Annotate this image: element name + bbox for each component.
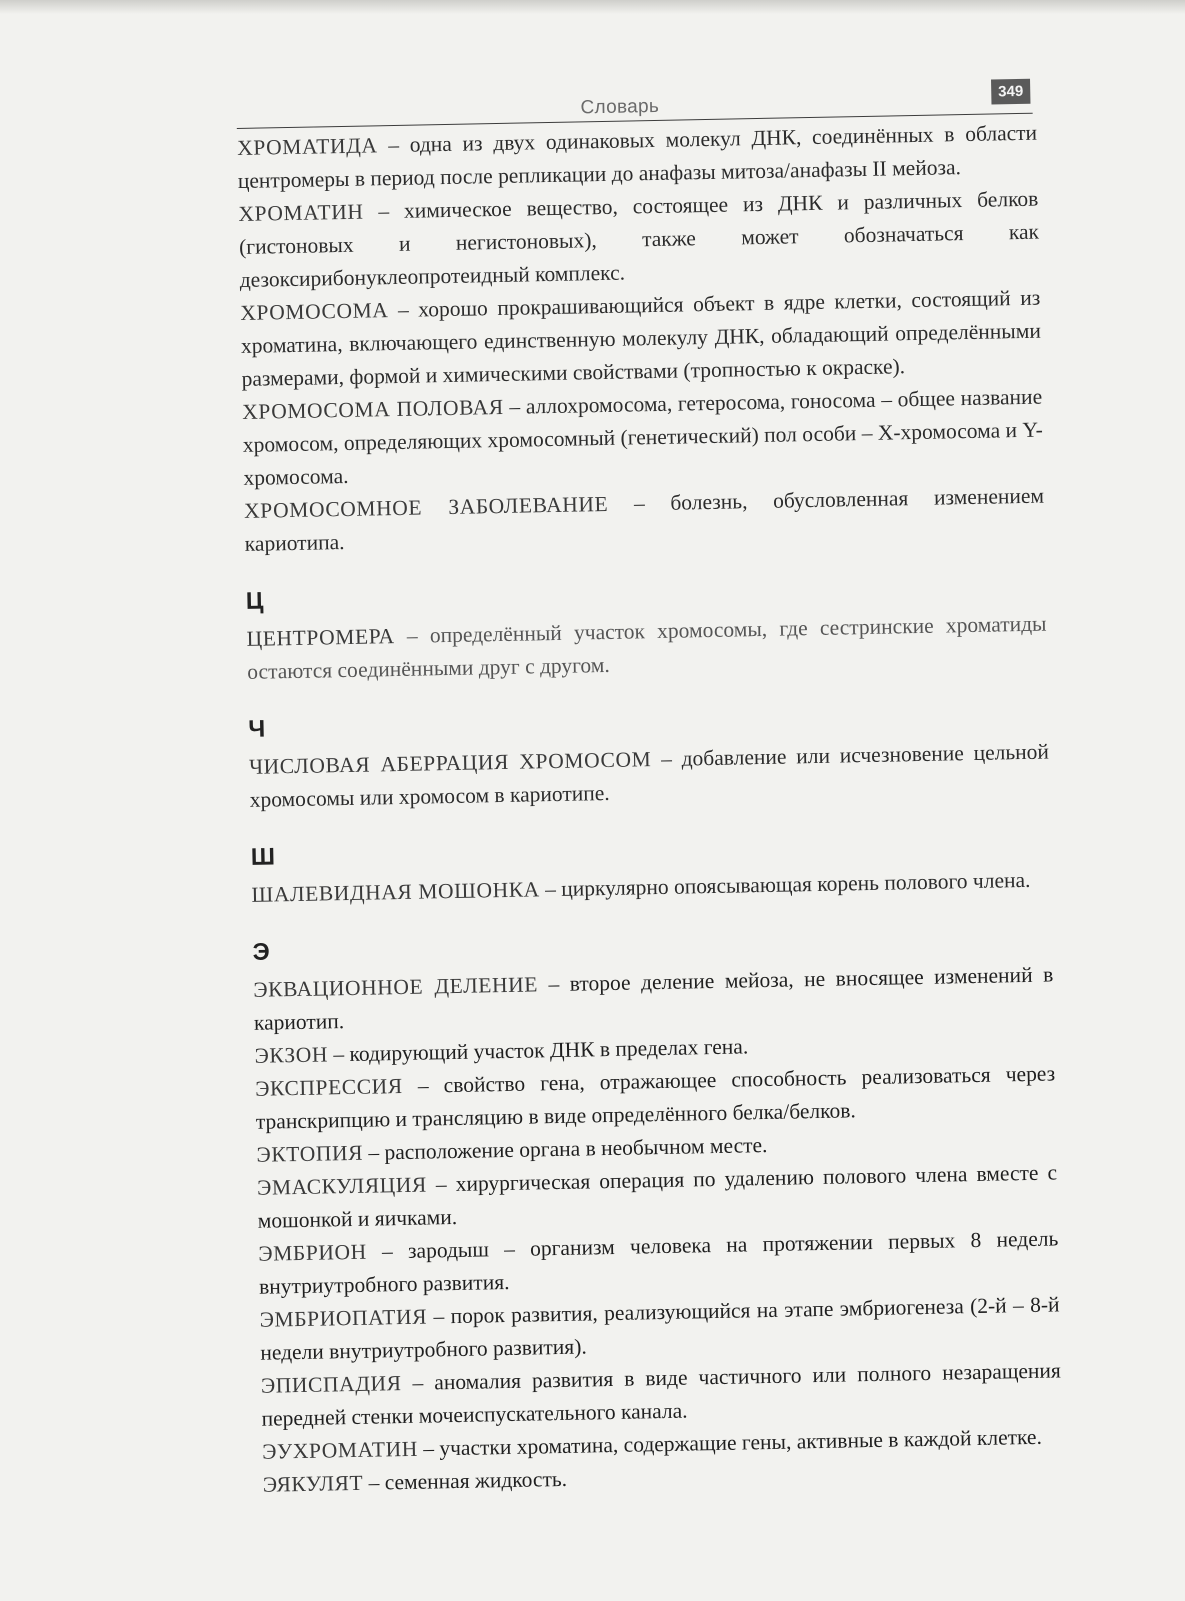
entry-definition: – свойство гена, отражающее способность реализоваться через транскрипцию и трансляцию в виде определённого белка/белков. [255, 1061, 1056, 1134]
entry-term: ЭКТОПИЯ [256, 1140, 364, 1167]
entry-definition: – добавление или исчезновение цельной хромосомы или хромосом в кариотипе. [249, 739, 1050, 812]
entry-definition: – аномалия развития в виде частичного или полного незаращения передней стенки мочеиспускательного канала. [261, 1358, 1062, 1431]
entry-term: ХРОМОСОМА ПОЛОВАЯ [242, 394, 504, 424]
entry-definition: – расположение органа в необычном месте. [362, 1132, 768, 1165]
glossary-entry [240, 282, 1042, 396]
glossary-entry [246, 608, 1047, 689]
entry-definition: – семенная жидкость. [362, 1466, 568, 1495]
entry-term: ЭЯКУЛЯТ [262, 1470, 364, 1497]
entry-term: ЭМАСКУЛЯЦИЯ [256, 1172, 428, 1200]
entry-term: ЭМБРИОПАТИЯ [259, 1304, 428, 1332]
section-sh [251, 828, 1052, 912]
entry-term: ХРОМОСОМНОЕ ЗАБОЛЕВАНИЕ [243, 491, 609, 523]
running-title: Словарь [580, 95, 660, 119]
entry-term: ХРОМАТИН [238, 199, 364, 226]
entry-term: ЭУХРОМАТИН [261, 1436, 419, 1464]
section-e [252, 922, 1063, 1501]
entry-term: ЭПИСПАДИЯ [260, 1371, 402, 1398]
glossary-entry [251, 863, 1051, 911]
entry-definition: – хирургическая операция по удалению полового члена вместе с мошонкой и яичками. [257, 1160, 1058, 1233]
entry-term: ЭКСПРЕССИЯ [255, 1073, 403, 1101]
entry-definition: – участки хроматина, содержащие гены, активные в каждой клетке. [417, 1424, 1043, 1461]
entry-definition: – химическое вещество, состоящее из ДНК и различных белков (гистоновых и негистоновых), также может обозначаться как дезоксирибонуклеопротеидный комплекс. [238, 186, 1040, 292]
entry-term: ЭКВАЦИОННОЕ ДЕЛЕНИЕ [253, 972, 539, 1002]
entry-definition: – зародыш – организм человека на протяжении первых 8 недель внутриутробного развития. [258, 1226, 1059, 1299]
glossary-content [237, 115, 1063, 1502]
entry-definition: – болезнь, обусловленная изменением кариотипа. [244, 483, 1045, 556]
section-letter: Ц [245, 587, 264, 615]
entry-definition: – порок развития, реализующийся на этапе эмбриогенеза (2-й – 8-й недели внутриутробного развития). [260, 1292, 1060, 1365]
entry-definition: – хорошо прокрашивающийся объект в ядре клетки, состоящий из хроматина, включающего единственную молекулу ДНК, обладающий определёнными размерами, формой и химическими свойствами (тропностью к окраске). [240, 285, 1042, 391]
glossary-entry [244, 480, 1045, 561]
entry-definition: – определённый участок хромосомы, где сестринские хроматиды остаются соединёнными друг с другом. [247, 611, 1047, 684]
entry-term: ХРОМОСОМА [240, 298, 389, 325]
entry-term: ХРОМАТИДА [236, 133, 378, 160]
section-ch [248, 700, 1050, 817]
entry-definition: – кодирующий участок ДНК в пределах гена. [327, 1034, 749, 1067]
entry-term: ЧИСЛОВАЯ АБЕРРАЦИЯ ХРОМОСОМ [248, 747, 652, 779]
page-number: 349 [991, 79, 1031, 105]
page-edge-shadow [0, 0, 1185, 14]
glossary-entry [242, 381, 1044, 495]
glossary-entry [238, 183, 1040, 297]
section-x-continued [237, 117, 1045, 561]
entry-term: ЭКЗОН [254, 1042, 329, 1068]
section-letter: Ш [250, 843, 276, 871]
section-letter: Ч [248, 715, 266, 743]
section-letter: Э [252, 938, 270, 966]
entry-definition: – второе деление мейоза, не вносящее изменений в кариотип. [253, 962, 1054, 1035]
entry-definition: – аллохромосома, гетеросома, гоносома – общее название хромосом, определяющих хромосомный (генетический) пол особи – X-хромосома и Y-хромосома. [242, 384, 1043, 490]
entry-term: ЦЕНТРОМЕРА [246, 624, 395, 651]
entry-term: ШАЛЕВИДНАЯ МОШОНКА [251, 877, 541, 907]
book-page [236, 71, 1063, 1502]
entry-definition: – одна из двух одинаковых молекул ДНК, соединённых в области центромеры в период после репликации до анафазы митоза/анафазы II мейоза. [237, 120, 1038, 193]
glossary-entry [249, 736, 1050, 817]
entry-definition: – циркулярно опоясывающая корень полового члена. [539, 867, 1031, 902]
section-ts [246, 572, 1048, 689]
entry-term: ЭМБРИОН [258, 1239, 368, 1266]
